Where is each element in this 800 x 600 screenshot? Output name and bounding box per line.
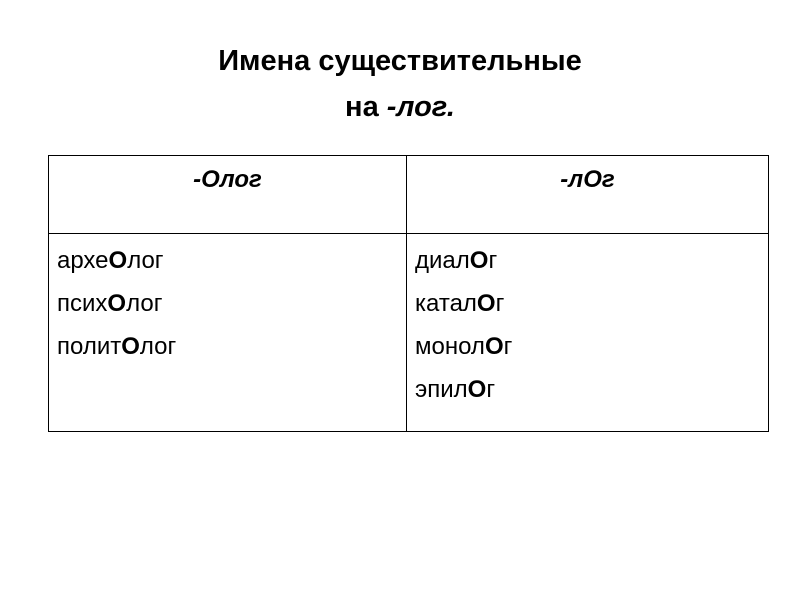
slide-title (0, 38, 800, 130)
list-item: монолОг (415, 333, 513, 360)
stressed-vowel: О (469, 247, 489, 274)
stressed-vowel: О (476, 290, 496, 317)
title-line-2 (0, 84, 800, 130)
column-log-words (407, 234, 769, 432)
header-log: -лОг (407, 156, 769, 234)
list-item: каталОг (415, 290, 505, 317)
stressed-vowel: О (484, 333, 504, 360)
title-line-1: Имена существительные (218, 45, 582, 77)
suffix-table (48, 155, 769, 432)
list-item: диалОг (415, 247, 498, 274)
stressed-vowel: О (108, 247, 128, 274)
title-line-2-prefix: на (345, 91, 387, 123)
list-item: археОлог (57, 247, 164, 274)
title-line-2-suffix: -лог. (386, 91, 455, 123)
words-row (49, 234, 769, 432)
stressed-vowel: О (121, 333, 140, 360)
column-olog-words (49, 234, 407, 432)
header-olog: -Олог (49, 156, 407, 234)
stressed-vowel: О (467, 376, 487, 403)
list-item: психОлог (57, 290, 163, 317)
list-item: эпилОг (415, 376, 496, 403)
header-row (49, 156, 769, 234)
stressed-vowel: О (107, 290, 127, 317)
list-item: политОлог (57, 333, 177, 360)
